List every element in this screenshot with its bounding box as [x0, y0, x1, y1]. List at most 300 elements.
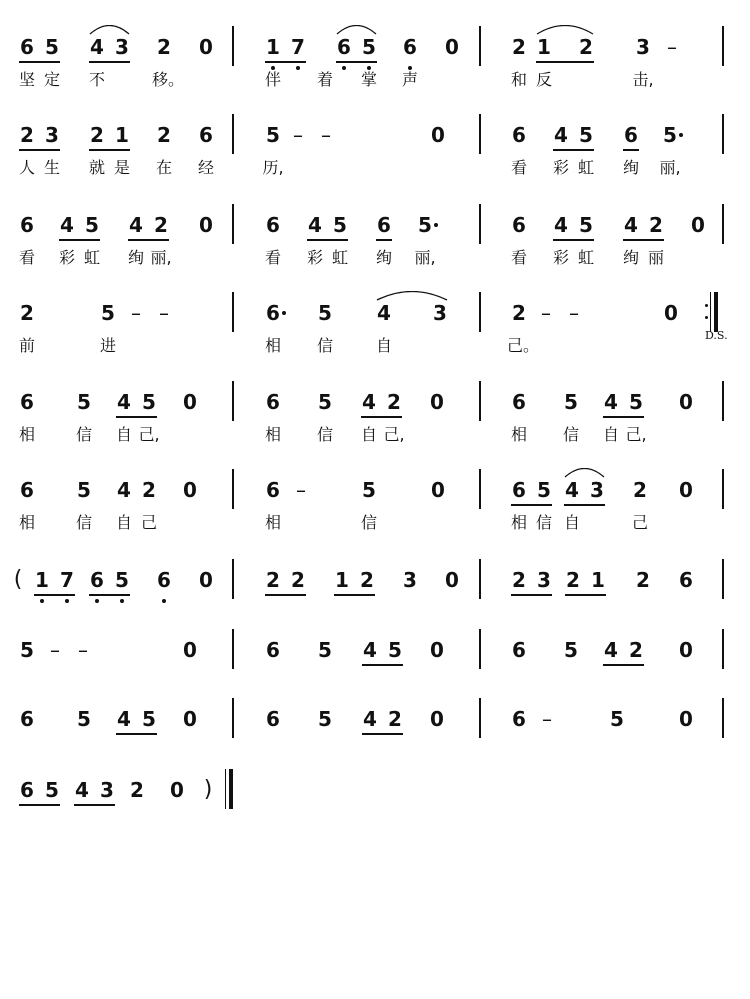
barline — [232, 204, 234, 244]
augmentation-dot — [434, 223, 438, 227]
barline — [232, 629, 234, 669]
note: 6 — [266, 707, 280, 731]
note-underline — [362, 664, 403, 666]
lyric-char: 前 — [18, 336, 35, 355]
note: 6 — [90, 568, 104, 592]
note-underline — [623, 149, 639, 151]
note: 0 — [199, 213, 213, 237]
low-octave-dot — [162, 599, 166, 603]
note-underline — [376, 239, 392, 241]
low-octave-dot — [120, 599, 124, 603]
note: 6 — [20, 35, 34, 59]
double-barline-thick — [229, 769, 233, 809]
note: 2 — [566, 568, 580, 592]
note: 2 — [154, 213, 168, 237]
note: 6 — [512, 638, 526, 662]
note-underline — [511, 504, 552, 506]
note: – — [159, 301, 169, 325]
note: 3 — [100, 778, 114, 802]
lyric-char: 信 — [360, 513, 377, 532]
lyric-char: 自 — [360, 425, 377, 444]
note: 4 — [554, 123, 568, 147]
note: 6 — [679, 568, 693, 592]
note: 2 — [291, 568, 305, 592]
double-barline-thin — [225, 769, 226, 809]
barline — [479, 559, 481, 599]
note-underline — [336, 61, 377, 63]
lyric-char: 移。 — [152, 70, 185, 89]
note-underline — [116, 416, 157, 418]
lyric-char: 相 — [264, 513, 281, 532]
lyric-char: 进 — [99, 336, 116, 355]
note: 6 — [512, 123, 526, 147]
note: 2 — [90, 123, 104, 147]
note: 2 — [633, 478, 647, 502]
note: ( — [13, 567, 23, 592]
barline — [479, 381, 481, 421]
note: 3 — [45, 123, 59, 147]
note: 5 — [77, 707, 91, 731]
barline — [722, 698, 724, 738]
note: 5 — [266, 123, 280, 147]
note: 5 — [537, 478, 551, 502]
barline — [232, 292, 234, 332]
lyric-char: 掌 — [360, 70, 377, 89]
note: 2 — [388, 707, 402, 731]
note: 6 — [20, 478, 34, 502]
barline — [232, 26, 234, 66]
lyric-char: 虹 — [83, 248, 100, 267]
note: 6 — [512, 390, 526, 414]
note: – — [667, 35, 677, 59]
note: 4 — [565, 478, 579, 502]
repeat-dot — [705, 316, 708, 319]
note: 2 — [387, 390, 401, 414]
note: 3 — [636, 35, 650, 59]
lyric-char: 绚 — [622, 158, 639, 177]
note: 3 — [537, 568, 551, 592]
note: 2 — [157, 35, 171, 59]
note: 0 — [679, 390, 693, 414]
note: 2 — [142, 478, 156, 502]
lyric-char: 自 — [115, 425, 132, 444]
lyric-char: 信 — [75, 425, 92, 444]
note: 2 — [512, 301, 526, 325]
note: 6 — [337, 35, 351, 59]
score-row — [0, 389, 750, 469]
lyric-char: 丽, — [150, 248, 172, 267]
dal-segno-mark: D.S. — [705, 329, 728, 342]
note: 4 — [129, 213, 143, 237]
note-underline — [553, 149, 594, 151]
note: 0 — [431, 123, 445, 147]
note: 6 — [377, 213, 391, 237]
note: 0 — [679, 478, 693, 502]
note: 5 — [115, 568, 129, 592]
lyric-char: 己, — [383, 425, 405, 444]
lyric-char: 自 — [563, 513, 580, 532]
barline — [232, 698, 234, 738]
note-underline — [89, 61, 130, 63]
note: 6 — [512, 707, 526, 731]
lyric-char: 信 — [75, 513, 92, 532]
note: 5 — [362, 35, 376, 59]
note: ) — [203, 777, 213, 802]
note: 0 — [431, 478, 445, 502]
barline — [722, 114, 724, 154]
lyric-char: 看 — [18, 248, 35, 267]
lyric-char: 己, — [138, 425, 160, 444]
note-underline — [361, 416, 402, 418]
score-row — [0, 567, 750, 647]
score-row — [0, 122, 750, 202]
note: 5 — [629, 390, 643, 414]
barline — [722, 559, 724, 599]
lyric-char: 击, — [632, 70, 654, 89]
note: 6 — [20, 390, 34, 414]
note: 4 — [604, 390, 618, 414]
note: 4 — [363, 707, 377, 731]
note: 5 — [610, 707, 624, 731]
lyric-char: 伴 — [264, 70, 281, 89]
barline — [479, 204, 481, 244]
note: 1 — [35, 568, 49, 592]
lyric-char: 相 — [18, 513, 35, 532]
note: 2 — [636, 568, 650, 592]
lyric-char: 相 — [510, 513, 527, 532]
score-row — [0, 777, 750, 857]
note: 6 — [157, 568, 171, 592]
note: 5 — [579, 213, 593, 237]
note-underline — [19, 804, 60, 806]
note: 1 — [537, 35, 551, 59]
lyric-char: 历, — [262, 158, 284, 177]
note: 0 — [183, 638, 197, 662]
barline — [722, 381, 724, 421]
note: 5 — [663, 123, 677, 147]
note: 5 — [318, 707, 332, 731]
note: 0 — [679, 707, 693, 731]
slur-arc — [89, 25, 130, 35]
note: 5 — [101, 301, 115, 325]
lyric-char: 彩 — [58, 248, 75, 267]
note: – — [542, 707, 552, 731]
low-octave-dot — [40, 599, 44, 603]
note: 6 — [266, 213, 280, 237]
note: 4 — [117, 390, 131, 414]
note-underline — [553, 239, 594, 241]
note: 5 — [77, 390, 91, 414]
note: 5 — [45, 778, 59, 802]
note-underline — [334, 594, 375, 596]
note: 6 — [199, 123, 213, 147]
note: 5 — [20, 638, 34, 662]
lyric-char: 绚 — [375, 248, 392, 267]
note: – — [293, 123, 303, 147]
note-underline — [19, 149, 60, 151]
note: 0 — [199, 568, 213, 592]
lyric-char: 生 — [43, 158, 60, 177]
note-underline — [603, 664, 644, 666]
lyric-char: 和 — [510, 70, 527, 89]
note: 2 — [157, 123, 171, 147]
lyric-char: 彩 — [552, 248, 569, 267]
lyric-char: 相 — [510, 425, 527, 444]
note: 0 — [199, 35, 213, 59]
note: 0 — [430, 638, 444, 662]
slur-arc — [536, 25, 594, 35]
note: 5 — [579, 123, 593, 147]
note: 1 — [115, 123, 129, 147]
note: 2 — [512, 568, 526, 592]
barline — [232, 559, 234, 599]
barline — [479, 698, 481, 738]
note-underline — [89, 594, 130, 596]
lyric-char: 反 — [535, 70, 552, 89]
lyric-char: 是 — [113, 158, 130, 177]
lyric-char: 信 — [316, 425, 333, 444]
lyric-char: 自 — [375, 336, 392, 355]
note: 0 — [445, 35, 459, 59]
note: 0 — [170, 778, 184, 802]
note: 4 — [624, 213, 638, 237]
note: 7 — [291, 35, 305, 59]
note: 4 — [363, 638, 377, 662]
note: 1 — [266, 35, 280, 59]
lyric-char: 己。 — [507, 336, 540, 355]
note: 4 — [554, 213, 568, 237]
note: 4 — [604, 638, 618, 662]
slur-arc — [376, 291, 448, 301]
repeat-dot — [705, 304, 708, 307]
note: 5 — [418, 213, 432, 237]
barline — [722, 26, 724, 66]
score-row — [0, 34, 750, 114]
lyric-char: 人 — [18, 158, 35, 177]
lyric-char: 己, — [625, 425, 647, 444]
note-underline — [265, 61, 306, 63]
note: 5 — [333, 213, 347, 237]
note-underline — [623, 239, 664, 241]
lyric-char: 自 — [602, 425, 619, 444]
barline — [722, 204, 724, 244]
note: 4 — [117, 707, 131, 731]
score-row — [0, 477, 750, 557]
note: 6 — [20, 778, 34, 802]
lyric-char: 在 — [155, 158, 172, 177]
low-octave-dot — [95, 599, 99, 603]
note: 4 — [60, 213, 74, 237]
note: 5 — [564, 390, 578, 414]
note: 0 — [691, 213, 705, 237]
score-row — [0, 212, 750, 292]
lyric-char: 坚 — [18, 70, 35, 89]
note: 4 — [117, 478, 131, 502]
note: 5 — [564, 638, 578, 662]
lyric-char: 丽 — [647, 248, 664, 267]
note: 0 — [183, 390, 197, 414]
score-row — [0, 706, 750, 786]
note: 0 — [430, 390, 444, 414]
note: – — [50, 638, 60, 662]
lyric-char: 相 — [18, 425, 35, 444]
lyric-char: 不 — [88, 70, 105, 89]
note-underline — [34, 594, 75, 596]
slur-arc — [336, 25, 377, 35]
note: 6 — [266, 638, 280, 662]
barline — [722, 629, 724, 669]
note: – — [296, 478, 306, 502]
lyric-char: 看 — [510, 158, 527, 177]
note: 5 — [388, 638, 402, 662]
note: – — [569, 301, 579, 325]
note: 3 — [115, 35, 129, 59]
note: 0 — [664, 301, 678, 325]
note: 2 — [20, 123, 34, 147]
barline — [479, 292, 481, 332]
note: 5 — [142, 390, 156, 414]
note: 4 — [377, 301, 391, 325]
note: 6 — [266, 478, 280, 502]
lyric-char: 就 — [88, 158, 105, 177]
lyric-char: 声 — [401, 70, 418, 89]
double-barline-thick — [714, 292, 718, 332]
lyric-char: 信 — [535, 513, 552, 532]
lyric-char: 信 — [316, 336, 333, 355]
note: 2 — [20, 301, 34, 325]
lyric-char: 自 — [115, 513, 132, 532]
lyric-char: 虹 — [577, 248, 594, 267]
note-underline — [536, 61, 594, 63]
barline — [722, 469, 724, 509]
note-underline — [128, 239, 169, 241]
note: 6 — [512, 213, 526, 237]
note: 6 — [624, 123, 638, 147]
note: 5 — [77, 478, 91, 502]
lyric-char: 绚 — [127, 248, 144, 267]
note: 2 — [512, 35, 526, 59]
note-underline — [307, 239, 348, 241]
lyric-char: 着 — [316, 70, 333, 89]
lyric-char: 信 — [562, 425, 579, 444]
note: 2 — [266, 568, 280, 592]
note: 6 — [512, 478, 526, 502]
lyric-char: 看 — [264, 248, 281, 267]
note: 5 — [318, 638, 332, 662]
lyric-char: 经 — [197, 158, 214, 177]
note: 7 — [60, 568, 74, 592]
barline — [232, 114, 234, 154]
note: 6 — [20, 707, 34, 731]
lyric-char: 绚 — [622, 248, 639, 267]
barline — [479, 629, 481, 669]
note: 5 — [85, 213, 99, 237]
lyric-char: 己 — [631, 513, 648, 532]
note-underline — [74, 804, 115, 806]
lyric-char: 丽, — [659, 158, 681, 177]
note: 2 — [579, 35, 593, 59]
double-barline-thin — [710, 292, 711, 332]
note: 0 — [430, 707, 444, 731]
note-underline — [511, 594, 552, 596]
note: 3 — [433, 301, 447, 325]
note: – — [321, 123, 331, 147]
low-octave-dot — [342, 66, 346, 70]
note: 2 — [649, 213, 663, 237]
lyric-char: 虹 — [577, 158, 594, 177]
note: 6 — [403, 35, 417, 59]
lyric-char: 定 — [43, 70, 60, 89]
barline — [232, 469, 234, 509]
note: 6 — [266, 301, 280, 325]
note-underline — [116, 733, 157, 735]
lyric-char: 相 — [264, 336, 281, 355]
note: 4 — [308, 213, 322, 237]
barline — [479, 469, 481, 509]
note: – — [78, 638, 88, 662]
note-underline — [19, 61, 60, 63]
note: 3 — [590, 478, 604, 502]
note: 5 — [45, 35, 59, 59]
note: 3 — [403, 568, 417, 592]
note: 0 — [445, 568, 459, 592]
lyric-char: 相 — [264, 425, 281, 444]
note: 1 — [335, 568, 349, 592]
note-underline — [59, 239, 100, 241]
note: 6 — [266, 390, 280, 414]
note: 1 — [591, 568, 605, 592]
slur-arc — [564, 468, 605, 478]
lyric-char: 虹 — [331, 248, 348, 267]
note: 0 — [183, 478, 197, 502]
lyric-char: 丽, — [414, 248, 436, 267]
note-underline — [265, 594, 306, 596]
score-row — [0, 637, 750, 717]
note: 5 — [142, 707, 156, 731]
score-row — [0, 300, 750, 380]
barline — [479, 114, 481, 154]
note-underline — [564, 504, 605, 506]
lyric-char: 看 — [510, 248, 527, 267]
note: 4 — [90, 35, 104, 59]
lyric-char: 彩 — [306, 248, 323, 267]
barline — [479, 26, 481, 66]
note: 2 — [360, 568, 374, 592]
note: 5 — [318, 390, 332, 414]
note-underline — [362, 733, 403, 735]
note: 2 — [130, 778, 144, 802]
note: 5 — [318, 301, 332, 325]
low-octave-dot — [296, 66, 300, 70]
note: – — [541, 301, 551, 325]
note: 6 — [20, 213, 34, 237]
note: 4 — [362, 390, 376, 414]
note-underline — [89, 149, 130, 151]
augmentation-dot — [282, 311, 286, 315]
augmentation-dot — [679, 133, 683, 137]
lyric-char: 彩 — [552, 158, 569, 177]
note: 5 — [362, 478, 376, 502]
note-underline — [603, 416, 644, 418]
note: 0 — [183, 707, 197, 731]
note: 2 — [629, 638, 643, 662]
low-octave-dot — [65, 599, 69, 603]
lyric-char: 己 — [140, 513, 157, 532]
note: 4 — [75, 778, 89, 802]
note: – — [131, 301, 141, 325]
note: 0 — [679, 638, 693, 662]
note-underline — [565, 594, 606, 596]
